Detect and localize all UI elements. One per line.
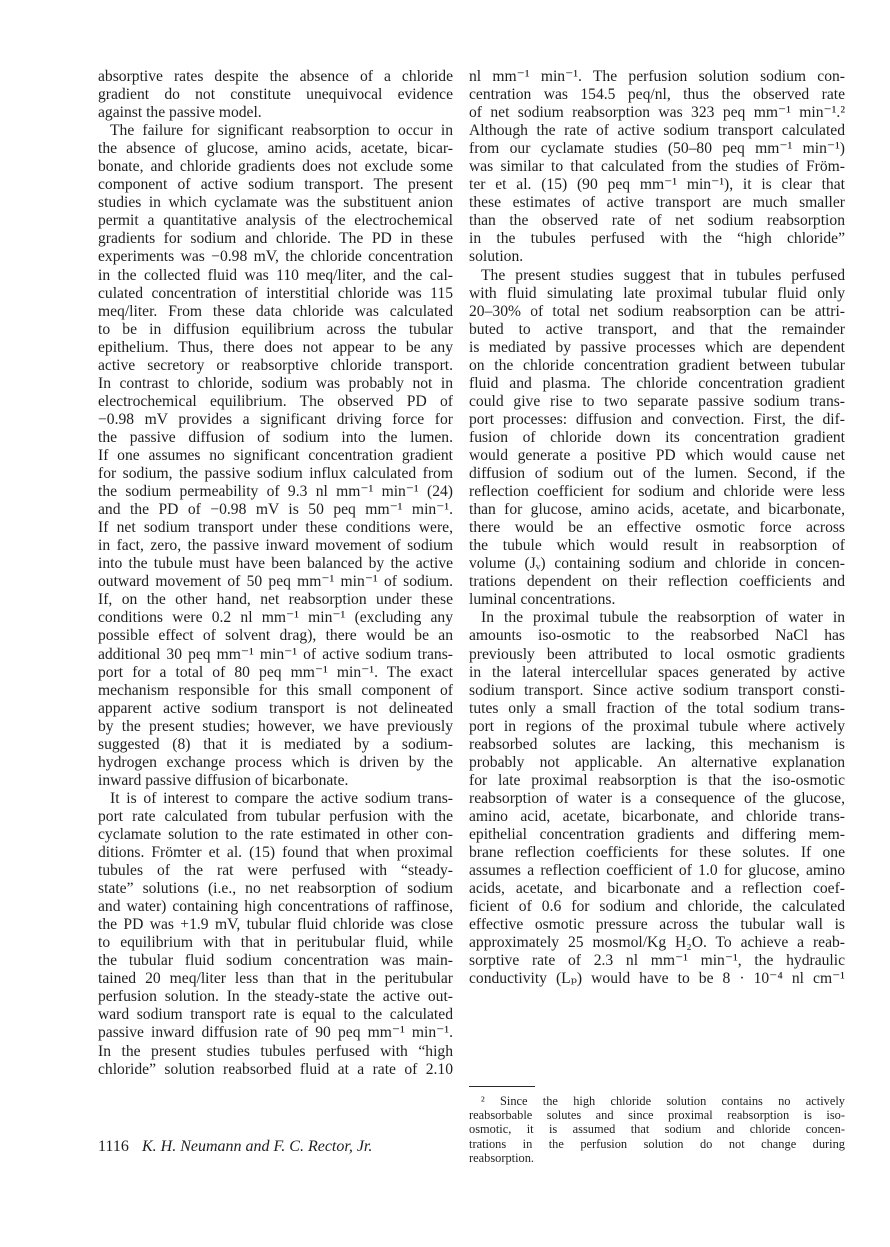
text-line: on the chloride concentration gradient between tubular xyxy=(469,356,845,374)
text-line: passive inward diffusion rate of 90 peq mm⁻¹ min⁻¹. xyxy=(98,1024,453,1042)
text-line: amounts iso-osmotic to the reabsorbed NaCl has xyxy=(469,627,845,645)
text-line: for late proximal reabsorption is that the iso-osmotic xyxy=(469,771,845,789)
text-line: was similar to that calculated from the studies of Fröm- xyxy=(469,158,845,176)
text-line: in the tubules perfused with the “high chloride” xyxy=(469,230,845,248)
text-line: port in regions of the proximal tubule where actively xyxy=(469,717,845,735)
text-line: fusion of chloride down its concentration gradient xyxy=(469,428,845,446)
text-line: tained 20 meq/liter less than that in the peritubular xyxy=(98,970,453,988)
text-line: diffusion of sodium out of the lumen. Second, if the xyxy=(469,465,845,483)
text-line: state” solutions (i.e., no net reabsorption of sodium xyxy=(98,880,453,898)
text-line: −0.98 mV provides a significant driving force for xyxy=(98,410,453,428)
text-line: studies in which cyclamate was the substituent anion xyxy=(98,194,453,212)
text-line: probably not applicable. An alternative explanation xyxy=(469,753,845,771)
text-line: effective osmotic pressure across the tubular wall is xyxy=(469,916,845,934)
text-line: perfusion solution. In the steady-state the active out- xyxy=(98,988,453,1006)
text-line: acids, acetate, and bicarbonate and a reflection coef- xyxy=(469,880,845,898)
text-line: trations dependent on their reflection coefficients and xyxy=(469,573,845,591)
text-line: component of active sodium transport. The present xyxy=(98,176,453,194)
text-line: by the present studies; however, we have previously xyxy=(98,717,453,735)
text-line: possible effect of solvent drag), there would be an xyxy=(98,627,453,645)
text-line: reabsorbed solutes are lacking, this mechanism is xyxy=(469,735,845,753)
text-line: If one assumes no significant concentration gradient xyxy=(98,446,453,464)
text-line: amino acid, acetate, bicarbonate, and chloride trans- xyxy=(469,807,845,825)
text-line: from our cyclamate studies (50–80 peq mm⁻¹ min⁻¹) xyxy=(469,140,845,158)
text-line: the passive diffusion of sodium into the lumen. xyxy=(98,428,453,446)
text-line: ward sodium transport rate is equal to the calculated xyxy=(98,1006,453,1024)
text-line: solution. xyxy=(469,248,524,266)
text-line: and the PD of −0.98 mV is 50 peq mm⁻¹ min⁻¹. xyxy=(98,501,453,519)
text-line: fluid and plasma. The chloride concentration gradient xyxy=(469,374,845,392)
text-line: tutes only a small fraction of the total sodium trans- xyxy=(469,699,845,717)
text-line: port rate calculated from tubular perfusion with the xyxy=(98,807,453,825)
text-line: centration was 154.5 peq/nl, thus the observed rate xyxy=(469,86,845,104)
text-line: mechanism responsible for this small component of xyxy=(98,681,453,699)
right-text-column xyxy=(469,68,845,988)
text-line: tubules of the rat were perfused with “steady- xyxy=(98,862,453,880)
text-line: with fluid simulating late proximal tubular fluid only xyxy=(469,284,845,302)
text-line: reflection coefficient for sodium and chloride were less xyxy=(469,483,845,501)
text-line: sodium transport. Since active sodium transport consti- xyxy=(469,681,845,699)
text-line: conductivity (Lₚ) would have to be 8 · 10⁻⁴ nl cm⁻¹ xyxy=(469,970,845,988)
running-author-line: K. H. Neumann and F. C. Rector, Jr. xyxy=(142,1138,373,1155)
text-line: chloride” solution reabsorbed fluid at a rate of 2.10 xyxy=(98,1060,453,1078)
text-line: apparent active sodium transport is not delineated xyxy=(98,699,453,717)
text-line: The present studies suggest that in tubules perfused xyxy=(481,266,845,284)
text-line: brane reflection coefficients for these solutes. If one xyxy=(469,844,845,862)
text-line: electrochemical equilibrium. The observed PD of xyxy=(98,392,453,410)
text-line: In the proximal tubule the reabsorption of water in xyxy=(481,609,845,627)
footnote-line: trations in the perfusion solution do not change during xyxy=(469,1136,845,1151)
text-line: In the present studies tubules perfused with “high xyxy=(98,1042,453,1060)
page-number: 1116 xyxy=(98,1138,129,1155)
text-line: epithelial concentration gradients and differing mem- xyxy=(469,825,845,843)
text-line: meq/liter. From these data chloride was calculated xyxy=(98,302,453,320)
text-line: If, on the other hand, net reabsorption under these xyxy=(98,591,453,609)
text-line: previously been attributed to local osmotic gradients xyxy=(469,645,845,663)
footnote-line: reabsorbable solutes and since proximal reabsorption is iso- xyxy=(469,1108,845,1123)
text-line: for sodium, the passive sodium influx calculated from xyxy=(98,465,453,483)
text-line: in the lateral intercellular spaces generated by active xyxy=(469,663,845,681)
text-line: suggested (8) that it is mediated by a sodium- xyxy=(98,735,453,753)
footnote-line: reabsorption. xyxy=(469,1150,535,1165)
text-line: active secretory or reabsorptive chloride transport. xyxy=(98,356,453,374)
text-line: Although the rate of active sodium transport calculated xyxy=(469,122,845,140)
text-line: volume (Jᵥ) containing sodium and chloride in concen- xyxy=(469,555,845,573)
text-line: the tubule which would result in reabsorption of xyxy=(469,537,845,555)
text-line: the tubular fluid sodium concentration was main- xyxy=(98,952,453,970)
text-line: the absence of glucose, amino acids, acetate, bicar- xyxy=(98,140,453,158)
text-line: the PD was +1.9 mV, tubular fluid chloride was close xyxy=(98,916,453,934)
text-line: in the collected fluid was 110 meq/liter, and the cal- xyxy=(98,266,453,284)
text-line: bonate, and chloride gradients does not exclude some xyxy=(98,158,453,176)
text-line: ficient of 0.6 for sodium and chloride, the calculated xyxy=(469,898,845,916)
text-line: port for a total of 80 peq mm⁻¹ min⁻¹. The exact xyxy=(98,663,453,681)
text-line: The failure for significant reabsorption to occur in xyxy=(110,122,453,140)
text-line: conditions were 0.2 nl mm⁻¹ min⁻¹ (excluding any xyxy=(98,609,453,627)
text-line: into the tubule must have been balanced by the active xyxy=(98,555,453,573)
text-line: gradients for sodium and chloride. The PD in these xyxy=(98,230,453,248)
text-line: of net sodium reabsorption was 323 peq mm⁻¹ min⁻¹.² xyxy=(469,104,845,122)
text-line: and water) containing high concentrations of raffinose, xyxy=(98,898,453,916)
text-line: It is of interest to compare the active sodium trans- xyxy=(110,789,453,807)
text-line: cyclamate solution to the rate estimated in other con- xyxy=(98,825,453,843)
text-line: experiments was −0.98 mV, the chloride concentration xyxy=(98,248,453,266)
footnote-block xyxy=(469,1094,845,1165)
text-line: reabsorption of water is a consequence of the glucose, xyxy=(469,789,845,807)
text-line: could give rise to two separate passive sodium trans- xyxy=(469,392,845,410)
text-line: luminal concentrations. xyxy=(469,591,616,609)
left-text-column xyxy=(98,68,453,1079)
text-line: is mediated by passive processes which are dependent xyxy=(469,338,845,356)
text-line: If net sodium transport under these conditions were, xyxy=(98,519,453,537)
text-line: hydrogen exchange process which is driven by the xyxy=(98,753,453,771)
text-line: permit a quantitative analysis of the electrochemical xyxy=(98,212,453,230)
text-line: epithelium. Thus, there does not appear to be any xyxy=(98,338,453,356)
text-line: additional 30 peq mm⁻¹ min⁻¹ of active sodium trans- xyxy=(98,645,453,663)
text-line: these estimates of active transport are much smaller xyxy=(469,194,845,212)
text-line: ter et al. (15) (90 peq mm⁻¹ min⁻¹), it is clear that xyxy=(469,176,845,194)
text-line: against the passive model. xyxy=(98,104,262,122)
footnote-divider xyxy=(469,1086,535,1087)
text-line: In contrast to chloride, sodium was probably not in xyxy=(98,374,453,392)
text-line: to equilibrium with that in peritubular fluid, while xyxy=(98,934,453,952)
text-line: 20–30% of total net sodium reabsorption can be attri- xyxy=(469,302,845,320)
text-line: buted to active transport, and that the remainder xyxy=(469,320,845,338)
text-line: ditions. Frömter et al. (15) found that when proximal xyxy=(98,844,453,862)
text-line: in fact, zero, the passive inward movement of sodium xyxy=(98,537,453,555)
text-line: nl mm⁻¹ min⁻¹. The perfusion solution sodium con- xyxy=(469,68,845,85)
footnote-line: osmotic, it is assumed that sodium and chloride concen- xyxy=(469,1122,845,1137)
text-line: than for glucose, amino acids, acetate, and bicarbonate, xyxy=(469,501,845,519)
text-line: culated concentration of interstitial chloride was 115 xyxy=(98,284,453,302)
text-line: there would be an effective osmotic force across xyxy=(469,519,845,537)
footnote-line: ² Since the high chloride solution contains no actively xyxy=(481,1094,845,1108)
text-line: than the observed rate of net sodium reabsorption xyxy=(469,212,845,230)
text-line: sorptive rate of 2.3 nl mm⁻¹ min⁻¹, the hydraulic xyxy=(469,952,845,970)
text-line: assumes a reflection coefficient of 1.0 for glucose, amino xyxy=(469,862,845,880)
text-line: port processes: diffusion and convection. First, the dif- xyxy=(469,410,845,428)
text-line: to be in diffusion equilibrium across the tubular xyxy=(98,320,453,338)
text-line: outward movement of 50 peq mm⁻¹ min⁻¹ of sodium. xyxy=(98,573,453,591)
text-line: approximately 25 mosmol/Kg H₂O. To achieve a reab- xyxy=(469,934,845,952)
text-line: gradient do not constitute unequivocal evidence xyxy=(98,86,453,104)
text-line: inward passive diffusion of bicarbonate. xyxy=(98,771,349,789)
text-line: absorptive rates despite the absence of a chloride xyxy=(98,68,453,85)
text-line: the sodium permeability of 9.3 nl mm⁻¹ min⁻¹ (24) xyxy=(98,483,453,501)
text-line: would generate a positive PD which would cause net xyxy=(469,446,845,464)
